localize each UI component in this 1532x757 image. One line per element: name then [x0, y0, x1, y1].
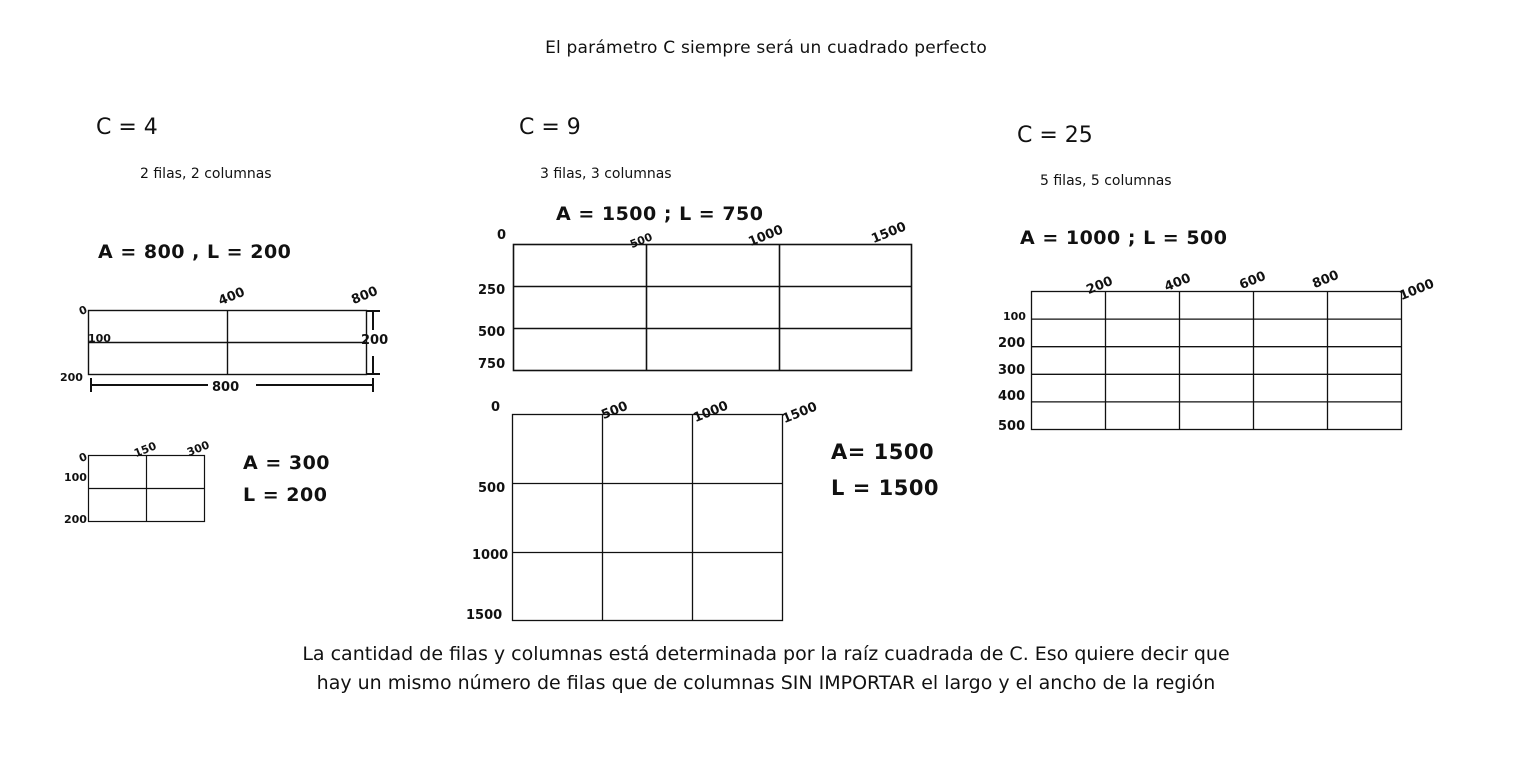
c4-example1-label: A = 800 , L = 200: [98, 241, 292, 263]
c4-example2-xtick-1: 150: [132, 439, 159, 460]
c25-example1-xtick-2: 600: [1237, 268, 1269, 293]
c9-example1-grid: [513, 244, 913, 372]
c4-example1-height-bracket: [362, 308, 384, 378]
page-title: El parámetro C siempre será un cuadrado perfecto: [545, 38, 987, 58]
c4-example1-xtick-1: 400: [216, 284, 248, 309]
c9-example2-label-l: L = 1500: [831, 476, 940, 500]
c9-example2-ytick-1: 500: [478, 481, 506, 496]
c25-example1-grid: [1031, 291, 1403, 431]
c9-example1-label: A = 1500 ; L = 750: [556, 203, 764, 225]
footer-line-1: La cantidad de filas y columnas está determinada por la raíz cuadrada de C. Eso quiere decir que: [302, 643, 1230, 665]
c9-example2-xtick-3: 1500: [780, 399, 820, 427]
c9-example2-xtick-2: 1000: [691, 398, 731, 426]
c4-example1-width-annotation: 800: [212, 380, 240, 395]
c9-example2-xtick-0: 0: [491, 400, 501, 415]
c25-example1-ytick-3: 400: [998, 389, 1026, 404]
c25-example1-ytick-4: 500: [998, 419, 1026, 434]
c4-example2-ytick-1: 100: [64, 471, 87, 484]
c4-example2-grid: [88, 455, 206, 523]
c4-example1-ytick-2: 200: [60, 371, 83, 384]
c25-example1-ytick-2: 300: [998, 363, 1026, 378]
c9-example2-grid: [512, 414, 784, 622]
c25-example1-ytick-0: 100: [1003, 310, 1026, 323]
c25-example1-ytick-1: 200: [998, 336, 1026, 351]
c9-example1-ytick-3: 750: [478, 357, 506, 372]
c4-example2-xtick-0: 0: [77, 450, 90, 465]
c25-example1-xtick-3: 800: [1310, 267, 1342, 292]
c9-example1-xtick-3: 1500: [869, 219, 909, 247]
c4-example1-xtick-2: 800: [349, 283, 381, 308]
c25-example1-xtick-4: 1000: [1397, 276, 1437, 304]
footer-note: [0, 640, 1532, 697]
c4-example1-grid: [88, 310, 368, 376]
c4-example1-ytick-1: 100: [88, 332, 111, 345]
c4-example2-xtick-2: 300: [185, 438, 212, 459]
section-subheading-c25: 5 filas, 5 columnas: [1040, 173, 1172, 189]
c25-example1-label: A = 1000 ; L = 500: [1020, 227, 1228, 249]
section-heading-c4: C = 4: [96, 115, 158, 140]
section-subheading-c4: 2 filas, 2 columnas: [140, 166, 272, 182]
c4-example2-ytick-2: 200: [64, 513, 87, 526]
section-heading-c9: C = 9: [519, 115, 581, 140]
c9-example2-ytick-2: 1000: [472, 548, 509, 563]
c9-example1-xtick-1: 500: [628, 230, 655, 251]
c25-example1-xtick-1: 400: [1162, 270, 1194, 295]
c9-example2-ytick-3: 1500: [466, 608, 503, 623]
c4-example2-label-a: A = 300: [243, 452, 331, 474]
c9-example1-ytick-2: 500: [478, 325, 506, 340]
c9-example1-xtick-2: 1000: [746, 222, 786, 250]
c9-example2-xtick-1: 500: [599, 398, 631, 423]
c4-example2-label-l: L = 200: [243, 484, 328, 506]
footer-line-2: hay un mismo número de filas que de columnas SIN IMPORTAR el largo y el ancho de la región: [316, 671, 1216, 694]
c9-example1-ytick-1: 250: [478, 283, 506, 298]
c9-example1-xtick-0: 0: [497, 228, 507, 243]
c4-example1-width-bracket: [88, 376, 376, 394]
section-subheading-c9: 3 filas, 3 columnas: [540, 166, 672, 182]
c4-example1-xtick-0: 0: [77, 303, 90, 318]
c25-example1-xtick-0: 200: [1084, 273, 1116, 298]
c4-example1-height-annotation: 200: [361, 333, 389, 348]
section-heading-c25: C = 25: [1017, 123, 1093, 148]
c9-example2-label-a: A= 1500: [831, 440, 935, 464]
